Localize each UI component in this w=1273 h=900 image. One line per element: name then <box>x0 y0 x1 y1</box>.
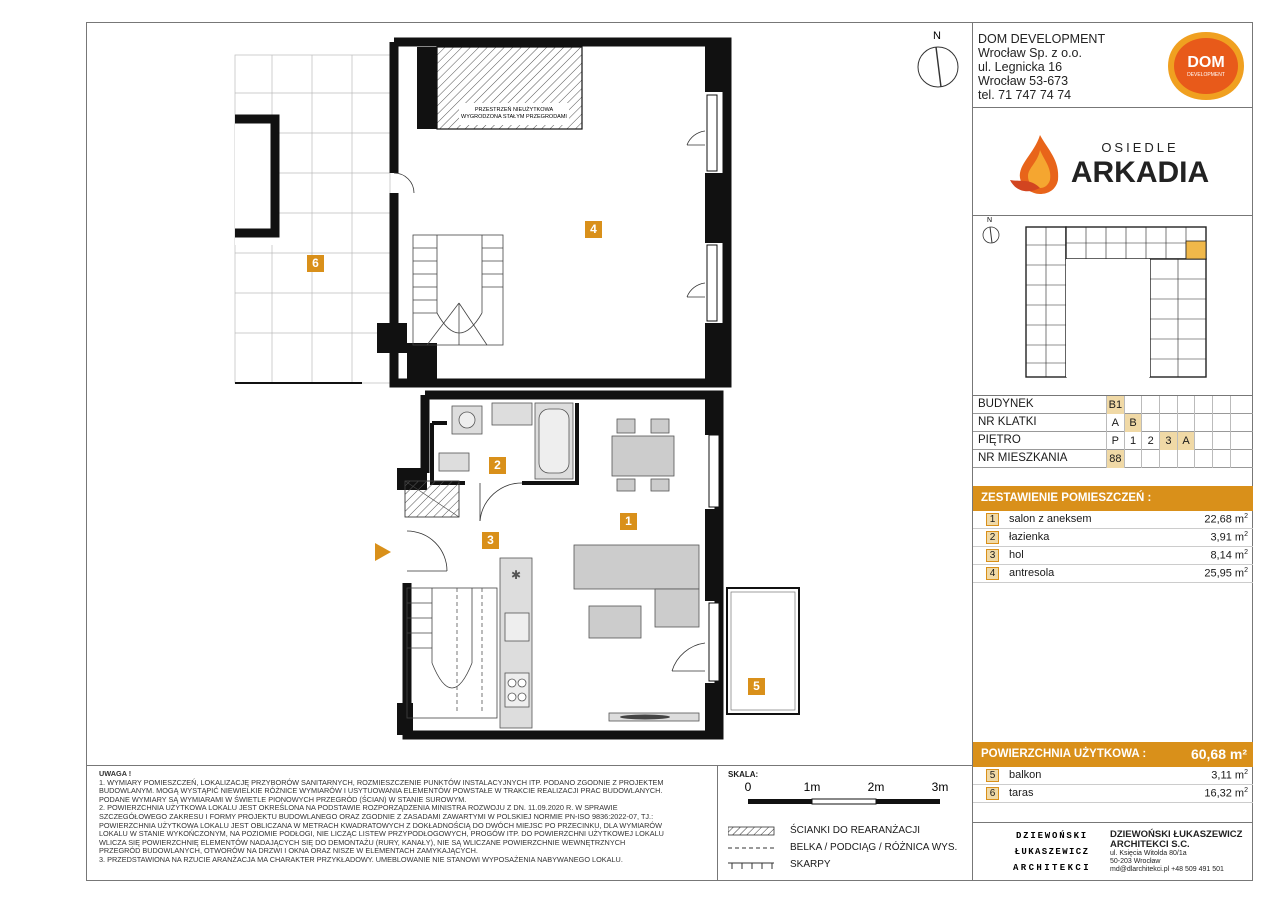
note-line: WLICZA SIĘ POWIERZCHNIĘ ELEMENTÓW NADAJĄCYCH SIĘ DO DEMONTAŻU (RURY, KANAŁY), NIE SĄ WLICZANE POWIERZCHNIE WEWNĘTRZNYCH <box>99 837 626 847</box>
architect-addr1: ul. Księcia Witolda 80/1a <box>1110 850 1187 857</box>
legend-text-walls: ŚCIANKI DO REARANŻACJI <box>790 825 921 836</box>
room-item <box>973 511 1253 529</box>
room-item <box>973 785 1253 803</box>
info-row <box>973 396 1253 414</box>
info-cell <box>1159 450 1177 468</box>
room-item <box>973 529 1253 547</box>
rooms-heading-text: ZESTAWIENIE POMIESZCZEŃ : <box>981 492 1152 504</box>
room-name: taras <box>1009 787 1034 799</box>
key-plan <box>978 215 1248 393</box>
compass-label: N <box>933 30 941 42</box>
room-item <box>973 767 1253 785</box>
scale-tick-0: 0 <box>744 780 752 794</box>
info-table <box>973 396 1253 468</box>
rooms-heading <box>973 486 1253 511</box>
info-cell: 88 <box>1106 450 1124 468</box>
room-tag-5: 5 <box>748 678 765 695</box>
scale <box>728 770 958 814</box>
info-cell <box>1141 414 1159 432</box>
company-line2: ul. Legnicka 16 <box>978 60 1063 74</box>
scale-bar <box>728 779 958 809</box>
stairs-lower <box>407 588 497 718</box>
notes-title: UWAGA ! <box>99 769 132 778</box>
info-cell <box>1159 414 1177 432</box>
note-line: PODANE WYMIARY SĄ WYMIARAMI W ŚWIETLE PIONOWYCH PRZEGRÓD (ŚCIAN) W STANIE SUROWYM. <box>99 794 467 804</box>
usable-area-bar <box>973 742 1253 767</box>
info-cell <box>1230 396 1248 414</box>
architect-logo-line3: ARCHITEKCI <box>1012 863 1092 873</box>
project-name: ARKADIA <box>1070 156 1210 189</box>
arkadia-logo <box>1010 130 1230 200</box>
note-line: LOKALU W STANIE WYKOŃCZONYM, NA POZIOMIE PODŁOGI, NIE LICZĄC LISTEW PRZYPODŁOGOWYCH, PROGÓW ITP. DO POWIERZCHNI UŻYTKOWEJ LOKALU <box>99 829 664 839</box>
info-cell <box>1194 396 1212 414</box>
legend-hatch-icon <box>728 825 776 837</box>
architect-addr2: 50-203 Wrocław <box>1110 858 1161 865</box>
info-row <box>973 414 1253 432</box>
scale-tick-3: 3m <box>931 780 949 794</box>
scale-tick-2: 2m <box>867 780 885 794</box>
company-name: DOM DEVELOPMENT <box>978 32 1106 46</box>
info-cell <box>1177 450 1195 468</box>
info-row <box>973 450 1253 468</box>
room-tag-6: 6 <box>307 255 324 272</box>
info-cell <box>1124 450 1142 468</box>
legend-dashed-icon <box>728 842 776 854</box>
company-info <box>978 32 1105 102</box>
note-line: SZCZEGÓŁOWEGO ZAKRESU I FORMY PROJEKTU BUDOWLANEGO ORAZ ZGODNIE Z ZASADAMI ZAWARTYMI W POLSKIEJ NORMIE PN-ISO 9836:2022-07, TJ.: <box>99 811 654 821</box>
company-phone: tel. 71 747 74 74 <box>978 88 1072 102</box>
usable-area-value: 60,68 m² <box>1190 746 1247 762</box>
dom-logo-sub: DEVELOPMENT <box>1187 72 1225 78</box>
arkadia-flame-icon <box>1010 135 1058 194</box>
note-line: POWIERZCHNIA UŻYTKOWA LOKALU JEST OBLICZANA W METRACH KWADRATOWYCH Z DOKŁADNOŚCIĄ DO DWÓCH MIEJSC PO PRZECINKU, DLA WYMIARÓW <box>99 820 662 830</box>
note-line: BUDOWLANYM. MOGĄ WYSTĄPIĆ NIEWIELKIE RÓŻNICE WYMIARÓW I USYTUOWANIA ELEMENTÓW POWSTAŁE W TRAKCIE REALIZACJI PRAC BUDOWLANYCH. <box>99 786 663 796</box>
info-cell <box>1230 450 1248 468</box>
room-area: 22,68 $m^2$ <box>1204 513 1248 526</box>
divider-notes <box>717 766 718 881</box>
note-line: 1. WYMIARY POMIESZCZEŃ, LOKALIZACJĘ PRZYBORÓW SANITARNYCH, ROZMIESZCZENIE PUNKTÓW INSTALACYJNYCH ITP. PODANO ZGODNIE Z PROJEKTEM <box>99 777 664 787</box>
key-plan-compass-icon <box>983 227 999 243</box>
divider-architect <box>973 822 1253 823</box>
architect-name1: DZIEWOŃSKI ŁUKASZEWICZ <box>1110 829 1243 840</box>
bathroom-fixtures <box>439 403 573 479</box>
room-tag-4: 4 <box>585 221 602 238</box>
info-cell <box>1124 396 1142 414</box>
project-prefix: OSIEDLE <box>1101 140 1179 155</box>
dom-logo-text: DOM <box>1187 54 1225 71</box>
room-name: hol <box>1009 549 1024 561</box>
scale-title: SKALA: <box>728 770 759 779</box>
note-line: 3. PRZEDSTAWIONA NA RZUCIE ARANŻACJA MA CHARAKTER PRZYKŁADOWY. UMEBLOWANIE NIE STANOWI WYPOSAŻENIA NABYWANEGO LOKALU. <box>99 854 623 864</box>
room-tag-1: 1 <box>620 513 637 530</box>
key-plan-highlight <box>1186 241 1206 259</box>
info-row-label: PIĘTRO <box>978 434 1021 446</box>
room-item <box>973 565 1253 583</box>
attic-label-2: WYGRODZONA STAŁYM PRZEGRODAMI <box>461 114 567 120</box>
info-cell <box>1177 414 1195 432</box>
info-row-label: BUDYNEK <box>978 398 1034 410</box>
architect-name2: ARCHITEKCI S.C. <box>1110 839 1190 850</box>
info-cell <box>1212 396 1230 414</box>
scale-tick-1: 1m <box>803 780 821 794</box>
info-cell: 2 <box>1141 432 1159 450</box>
architect-contact: md@dlarchitekci.pl +48 509 491 501 <box>1110 866 1224 873</box>
legend-text-beam: BELKA / PODCIĄG / RÓŻNICA WYS. <box>790 842 958 853</box>
room-num: 4 <box>986 567 999 580</box>
compass-icon <box>918 47 958 87</box>
usable-area-label: POWIERZCHNIA UŻYTKOWA : <box>981 748 1147 760</box>
info-cell: 3 <box>1159 432 1177 450</box>
info-cell: P <box>1106 432 1124 450</box>
architect-info <box>1110 830 1242 874</box>
room-area: 8,14 $m^2$ <box>1210 549 1248 562</box>
room-num: 6 <box>986 787 999 800</box>
kitchen-counter <box>500 558 532 728</box>
room-tag-3: 3 <box>482 532 499 549</box>
info-cell <box>1230 414 1248 432</box>
info-cell <box>1177 396 1195 414</box>
legend-text-slopes: SKARPY <box>790 859 831 870</box>
info-cell <box>1141 450 1159 468</box>
info-cell <box>1230 432 1248 450</box>
company-line3: Wrocław 53-673 <box>978 74 1069 88</box>
floor-plan <box>87 23 971 765</box>
architect-logo-line1: DZIEWOŃSKI <box>1015 831 1089 841</box>
info-cell <box>1194 450 1212 468</box>
rooms-list <box>973 511 1253 583</box>
divider-company <box>973 107 1253 108</box>
room-area: 16,32 $m^2$ <box>1204 787 1248 800</box>
attic-label-1: PRZESTRZEŃ NIEUŻYTKOWA <box>474 107 554 113</box>
room-num: 1 <box>986 513 999 526</box>
info-cell: A <box>1177 432 1195 450</box>
info-cell: B <box>1124 414 1142 432</box>
divider-bottom <box>87 765 972 766</box>
info-row-label: NR MIESZKANIA <box>978 452 1068 464</box>
room-area: 3,91 $m^2$ <box>1210 531 1248 544</box>
svg-text:N: N <box>987 217 993 224</box>
room-num: 3 <box>986 549 999 562</box>
room-num: 5 <box>986 769 999 782</box>
room-num: 2 <box>986 531 999 544</box>
info-cell <box>1212 450 1230 468</box>
info-cell: 1 <box>1124 432 1142 450</box>
entrance-arrow-icon <box>375 543 391 561</box>
info-cell: A <box>1106 414 1124 432</box>
room-name: balkon <box>1009 769 1042 781</box>
info-cell <box>1141 396 1159 414</box>
architect-logo <box>1002 826 1104 878</box>
note-line: PRZEGRÓD BUDOWLANYCH, OTWORÓW NA DRZWI I OKNA ORAZ NISZE W ELEMENTACH ZAMYKAJĄCYCH. <box>99 846 478 856</box>
dining-table <box>612 419 674 491</box>
fridge-icon: ✱ <box>510 568 522 582</box>
room-area: 25,95 $m^2$ <box>1204 567 1248 580</box>
room-name: antresola <box>1009 567 1055 579</box>
info-cell <box>1194 432 1212 450</box>
room-item <box>973 547 1253 565</box>
company-line1: Wrocław Sp. z o.o. <box>978 46 1082 60</box>
room-tag-2: 2 <box>489 457 506 474</box>
architect-logo-line2: ŁUKASZEWICZ <box>1014 847 1090 857</box>
sofa <box>574 545 699 638</box>
info-row <box>973 432 1253 450</box>
info-row-label: NR KLATKI <box>978 416 1037 428</box>
note-line: 2. POWIERZCHNIA UŻYTKOWA LOKALU JEST OKREŚLONA NA PODSTAWIE ROZPORZĄDZENIA MINISTRA ROZWOJU Z DN. 11.09.2020 R. W SPRAWIE <box>99 803 618 813</box>
dom-development-logo <box>1166 30 1246 102</box>
notes <box>99 770 711 865</box>
info-cell <box>1194 414 1212 432</box>
info-cell: B1 <box>1106 396 1124 414</box>
legend-slope-icon <box>728 859 776 871</box>
info-cell <box>1159 396 1177 414</box>
room-name: łazienka <box>1009 531 1050 543</box>
info-cell <box>1212 432 1230 450</box>
tv-icon <box>620 715 670 720</box>
terrace-notch <box>235 119 275 245</box>
extras-list <box>973 767 1253 803</box>
room-area: 3,11 $m^2$ <box>1211 769 1248 782</box>
info-cell <box>1212 414 1230 432</box>
balcony <box>727 588 799 714</box>
stairs-upper <box>413 235 503 345</box>
room-name: salon z aneksem <box>1009 513 1092 525</box>
